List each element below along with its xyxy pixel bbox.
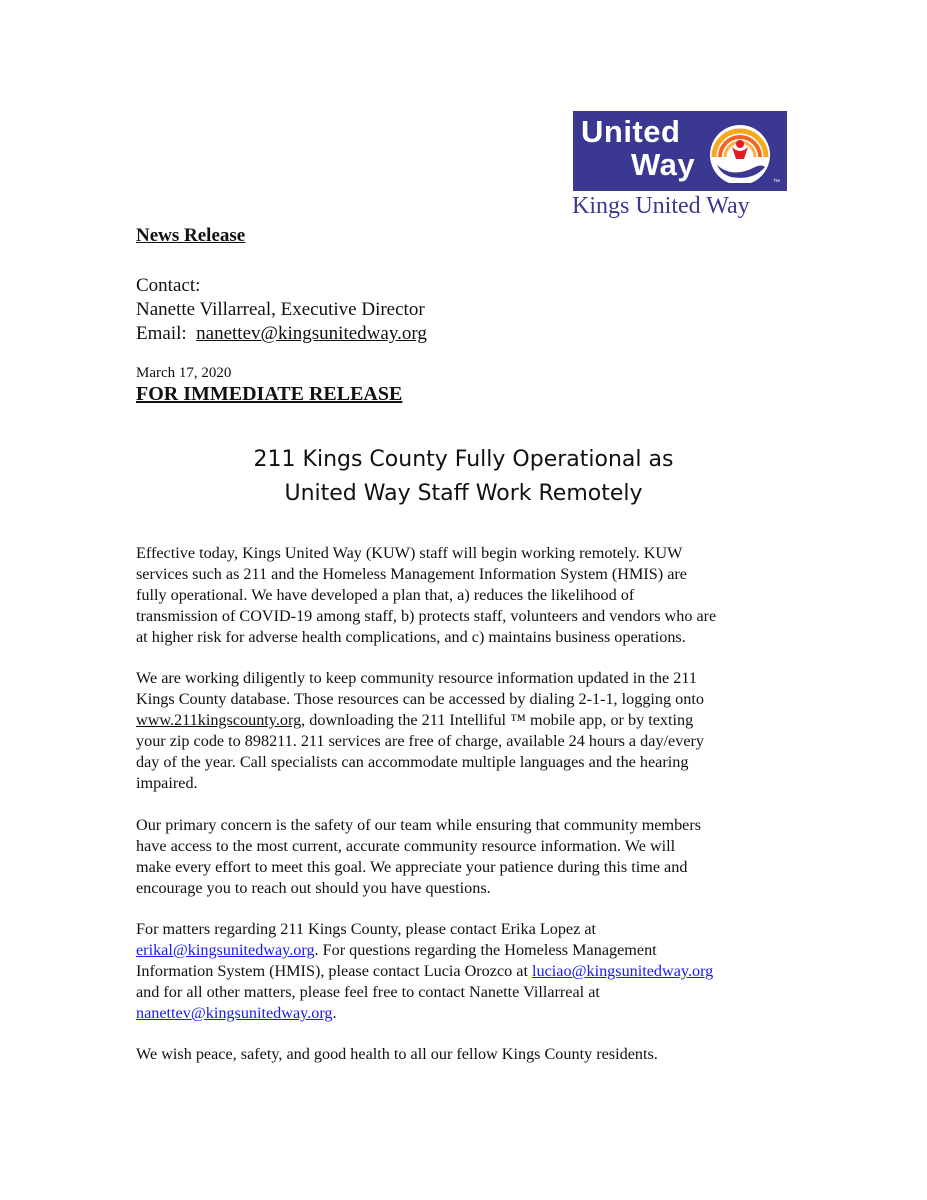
text-line: your zip code to 898211. 211 services are free of charge, available 24 hours a day/every — [136, 732, 704, 750]
website-link[interactable]: www.211kingscounty.org — [136, 711, 302, 729]
text-line: We are working diligently to keep community resource information updated in the 211 — [136, 669, 697, 687]
text-line: day of the year. Call specialists can accommodate multiple languages and the hearing — [136, 753, 689, 771]
lucia-email-link[interactable]: luciao@kingsunitedway.org — [532, 962, 714, 980]
text-line — [136, 940, 796, 961]
text-fragment: . — [332, 1004, 337, 1022]
text-line: transmission of COVID-19 among staff, b) protects staff, volunteers and vendors who are — [136, 607, 717, 625]
contact-email-line — [136, 322, 427, 346]
headline-line1: 211 Kings County Fully Operational as — [253, 447, 674, 472]
text-line: Kings County database. Those resources can be accessed by dialing 2-1-1, logging onto — [136, 690, 704, 708]
contact-name: Nanette Villarreal, Executive Director — [136, 299, 425, 320]
text-line: services such as 211 and the Homeless Management Information System (HMIS) are — [136, 565, 687, 583]
text-line: Effective today, Kings United Way (KUW) staff will begin working remotely. KUW — [136, 544, 683, 562]
logo-badge — [573, 111, 787, 191]
text-line: Our primary concern is the safety of our team while ensuring that community members — [136, 816, 702, 834]
text-line: and for all other matters, please feel free to contact Nanette Villarreal at — [136, 983, 600, 1001]
release-date: March 17, 2020 — [136, 365, 232, 381]
text-line: fully operational. We have developed a plan that, a) reduces the likelihood of — [136, 586, 635, 604]
logo-subtitle: Kings United Way — [572, 193, 750, 219]
paragraph-211-services — [136, 668, 796, 794]
text-line: have access to the most current, accurate community resource information. We will — [136, 837, 676, 855]
paragraph-closing — [136, 1044, 796, 1065]
release-type: FOR IMMEDIATE RELEASE — [136, 383, 403, 405]
erika-email-link[interactable]: erikal@kingsunitedway.org — [136, 941, 315, 959]
text-line: encourage you to reach out should you have questions. — [136, 879, 491, 897]
text-line — [136, 1003, 796, 1024]
logo-wordmark — [581, 115, 695, 181]
text-line: impaired. — [136, 774, 198, 792]
text-line — [136, 710, 796, 731]
news-release-heading: News Release — [136, 225, 246, 246]
helping-hand-rainbow-icon — [703, 117, 777, 183]
contact-label: Contact: — [136, 275, 201, 296]
logo-title-line2: Way — [631, 147, 696, 182]
headline — [136, 443, 791, 511]
text-line — [136, 961, 796, 982]
text-fragment: . For questions regarding the Homeless Management — [314, 941, 657, 959]
email-label: Email: — [136, 323, 197, 344]
text-fragment: Information System (HMIS), please contact Lucia Orozco at — [136, 962, 533, 980]
logo-title-line1: United — [581, 114, 681, 149]
text-line: For matters regarding 211 Kings County, please contact Erika Lopez at — [136, 920, 597, 938]
contact-email-link[interactable]: nanettev@kingsunitedway.org — [196, 323, 427, 344]
nanette-email-link[interactable]: nanettev@kingsunitedway.org — [136, 1004, 333, 1022]
paragraph-safety-concern — [136, 815, 796, 899]
paragraph-remote-work — [136, 543, 796, 648]
headline-line2: United Way Staff Work Remotely — [284, 481, 643, 506]
contact-block — [136, 274, 427, 346]
trademark-symbol: ™ — [773, 179, 780, 186]
kings-united-way-logo — [573, 111, 791, 221]
paragraph-contacts — [136, 919, 796, 1024]
text-line: make every effort to meet this goal. We appreciate your patience during this time and — [136, 858, 688, 876]
text-fragment: , downloading the 211 Intelliful ™ mobile app, or by texting — [301, 711, 694, 729]
text-line: at higher risk for adverse health complications, and c) maintains business operations. — [136, 628, 686, 646]
text-line: We wish peace, safety, and good health to all our fellow Kings County residents. — [136, 1045, 658, 1063]
